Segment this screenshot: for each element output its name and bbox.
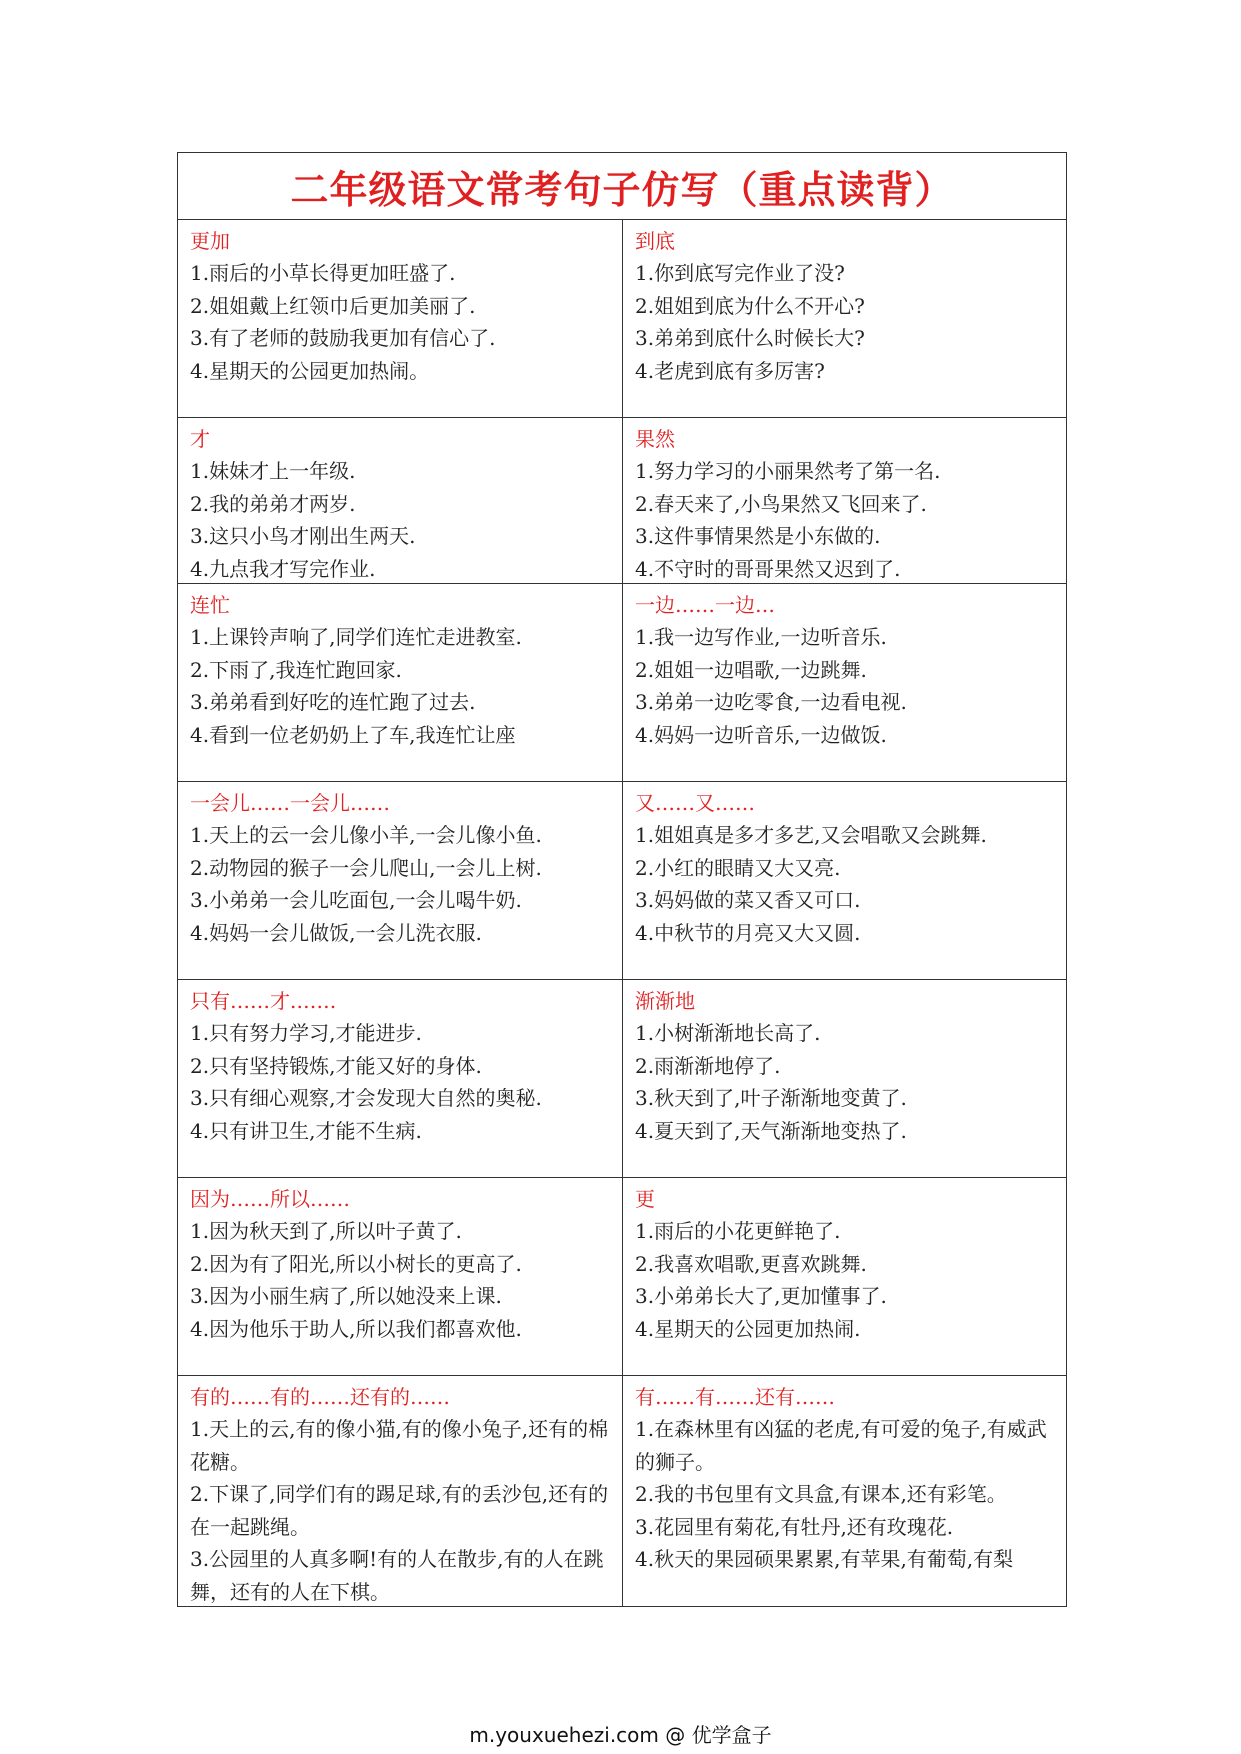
- example-sentence: 2.动物园的猴子一会儿爬山,一会儿上树.: [190, 855, 542, 880]
- table-cell: [622, 782, 1066, 979]
- example-sentence: 1.雨后的小草长得更加旺盛了.: [190, 261, 456, 285]
- example-sentence: 4.妈妈一会儿做饭,一会儿洗衣服.: [190, 920, 482, 945]
- table-row: [178, 584, 1066, 782]
- keyword-heading: 更: [635, 1187, 655, 1211]
- footer-watermark: m.youxuehezi.com @ 优学盒子: [469, 1723, 772, 1747]
- example-sentence: 1.雨后的小花更鲜艳了.: [635, 1219, 841, 1243]
- keyword-heading: 到底: [635, 229, 675, 253]
- table-row: [178, 1376, 1066, 1606]
- table-cell: [622, 584, 1066, 781]
- keyword-heading: 连忙: [190, 593, 230, 617]
- table-cell: [178, 220, 622, 417]
- example-sentence: 1.在森林里有凶猛的老虎,有可爱的兔子,有威武的狮子。: [635, 1417, 1047, 1474]
- table-cell: [178, 418, 622, 583]
- example-sentence: 1.你到底写完作业了没?: [635, 261, 845, 285]
- example-sentence: 4.不守时的哥哥果然又迟到了.: [635, 556, 901, 581]
- example-sentence: 4.星期天的公园更加热闹.: [635, 1316, 861, 1341]
- example-sentence: 3.花园里有菊花,有牡丹,还有玫瑰花.: [635, 1514, 954, 1539]
- example-sentence: 2.雨渐渐地停了.: [635, 1053, 781, 1078]
- example-sentence: 4.中秋节的月亮又大又圆.: [635, 920, 861, 945]
- table-cell: [622, 418, 1066, 583]
- table-cell: [178, 782, 622, 979]
- example-sentence: 1.姐姐真是多才多艺,又会唱歌又会跳舞.: [635, 823, 987, 847]
- keyword-heading: 更加: [190, 229, 230, 253]
- example-sentence: 3.秋天到了,叶子渐渐地变黄了.: [635, 1086, 907, 1110]
- example-sentence: 4.只有讲卫生,才能不生病.: [190, 1118, 422, 1143]
- example-sentence: 1.小树渐渐地长高了.: [635, 1021, 821, 1045]
- example-sentence: 2.下课了,同学们有的踢足球,有的丢沙包,还有的在一起跳绳。: [190, 1482, 609, 1539]
- example-sentence: 2.只有坚持锻炼,才能又好的身体.: [190, 1053, 482, 1078]
- keyword-heading: 一边……一边…: [635, 593, 775, 617]
- table-row: [178, 1178, 1066, 1376]
- table-cell: [622, 1376, 1066, 1606]
- example-sentence: 2.姐姐戴上红领巾后更加美丽了.: [190, 293, 476, 318]
- keyword-heading: 只有……才.……: [190, 989, 337, 1013]
- example-sentence: 3.公园里的人真多啊!有的人在散步,有的人在跳舞，还有的人在下棋。: [190, 1547, 604, 1604]
- example-sentence: 1.因为秋天到了,所以叶子黄了.: [190, 1219, 462, 1243]
- example-sentence: 4.九点我才写完作业.: [190, 556, 376, 581]
- example-sentence: 2.小红的眼睛又大又亮.: [635, 855, 841, 880]
- example-sentence: 2.春天来了,小鸟果然又飞回来了.: [635, 491, 927, 516]
- example-sentence: 3.这只小鸟才刚出生两天.: [190, 524, 416, 548]
- table-row: [178, 220, 1066, 418]
- example-sentence: 1.天上的云,有的像小猫,有的像小兔子,还有的棉花糖。: [190, 1417, 609, 1474]
- keyword-heading: 又……又……: [635, 791, 755, 815]
- keyword-heading: 才: [190, 427, 210, 451]
- example-sentence: 2.姐姐到底为什么不开心?: [635, 293, 865, 318]
- example-sentence: 1.努力学习的小丽果然考了第一名.: [635, 459, 941, 483]
- keyword-heading: 有……有……还有……: [635, 1385, 835, 1409]
- example-sentence: 4.因为他乐于助人,所以我们都喜欢他.: [190, 1316, 522, 1341]
- table-cell: [178, 1376, 622, 1606]
- example-sentence: 2.下雨了,我连忙跑回家.: [190, 657, 402, 682]
- example-sentence: 4.妈妈一边听音乐,一边做饭.: [635, 722, 887, 747]
- table-row: [178, 782, 1066, 980]
- table-cell: [622, 220, 1066, 417]
- keyword-heading: 渐渐地: [635, 989, 695, 1013]
- example-sentence: 3.小弟弟长大了,更加懂事了.: [635, 1284, 887, 1308]
- example-sentence: 3.因为小丽生病了,所以她没来上课.: [190, 1284, 502, 1308]
- sentence-table: [177, 152, 1067, 1607]
- example-sentence: 1.妹妹才上一年级.: [190, 459, 356, 483]
- example-sentence: 3.小弟弟一会儿吃面包,一会儿喝牛奶.: [190, 888, 522, 912]
- example-sentence: 3.这件事情果然是小东做的.: [635, 524, 881, 548]
- example-sentence: 4.老虎到底有多厉害?: [635, 358, 825, 383]
- example-sentence: 2.我的书包里有文具盒,有课本,还有彩笔。: [635, 1482, 1007, 1506]
- keyword-heading: 有的……有的……还有的……: [190, 1385, 450, 1409]
- example-sentence: 4.夏天到了,天气渐渐地变热了.: [635, 1118, 907, 1143]
- table-cell: [178, 1178, 622, 1375]
- example-sentence: 3.有了老师的鼓励我更加有信心了.: [190, 326, 496, 350]
- keyword-heading: 一会儿……一会儿……: [190, 791, 390, 815]
- table-body: [178, 220, 1066, 1606]
- page-title: 二年级语文常考句子仿写（重点读背）: [178, 153, 1066, 220]
- example-sentence: 1.上课铃声响了,同学们连忙走进教室.: [190, 625, 522, 649]
- example-sentence: 3.妈妈做的菜又香又可口.: [635, 888, 861, 912]
- example-sentence: 3.弟弟看到好吃的连忙跑了过去.: [190, 690, 476, 714]
- table-row: [178, 418, 1066, 584]
- table-cell: [622, 1178, 1066, 1375]
- example-sentence: 2.因为有了阳光,所以小树长的更高了.: [190, 1251, 522, 1276]
- table-cell: [178, 980, 622, 1177]
- example-sentence: 2.我的弟弟才两岁.: [190, 491, 356, 516]
- example-sentence: 2.姐姐一边唱歌,一边跳舞.: [635, 657, 867, 682]
- example-sentence: 1.我一边写作业,一边听音乐.: [635, 625, 887, 649]
- table-cell: [178, 584, 622, 781]
- example-sentence: 4.看到一位老奶奶上了车,我连忙让座: [190, 722, 516, 747]
- example-sentence: 1.只有努力学习,才能进步.: [190, 1021, 422, 1045]
- example-sentence: 2.我喜欢唱歌,更喜欢跳舞.: [635, 1251, 867, 1276]
- example-sentence: 4.秋天的果园硕果累累,有苹果,有葡萄,有梨: [635, 1547, 1014, 1571]
- example-sentence: 3.弟弟到底什么时候长大?: [635, 326, 865, 350]
- example-sentence: 3.只有细心观察,才会发现大自然的奥秘.: [190, 1086, 542, 1110]
- keyword-heading: 果然: [635, 427, 675, 451]
- table-row: [178, 980, 1066, 1178]
- table-cell: [622, 980, 1066, 1177]
- example-sentence: 4.星期天的公园更加热闹。: [190, 358, 430, 383]
- example-sentence: 3.弟弟一边吃零食,一边看电视.: [635, 690, 907, 714]
- example-sentence: 1.天上的云一会儿像小羊,一会儿像小鱼.: [190, 823, 542, 847]
- keyword-heading: 因为……所以……: [190, 1187, 350, 1211]
